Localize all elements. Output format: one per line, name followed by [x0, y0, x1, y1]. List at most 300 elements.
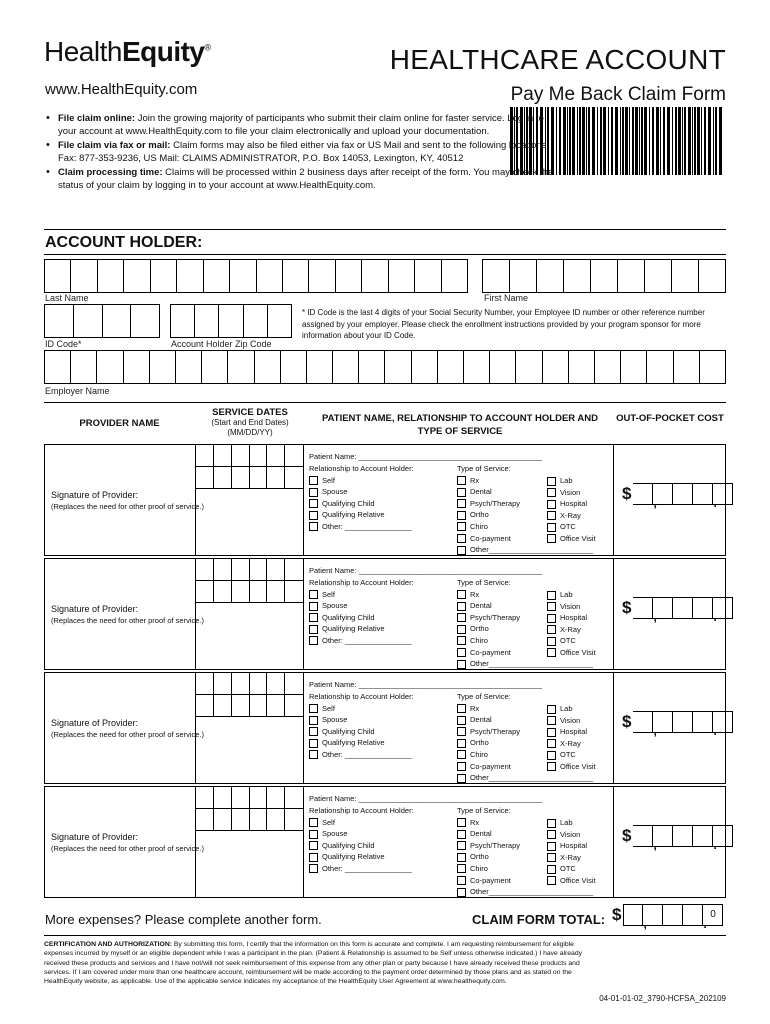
checkbox[interactable] [309, 488, 318, 497]
cost-digit-box[interactable] [693, 825, 713, 847]
service-dates-field[interactable] [196, 673, 304, 717]
char-box[interactable] [45, 260, 71, 292]
date-digit-box[interactable] [214, 787, 232, 809]
relationship-option[interactable] [309, 600, 414, 612]
checkbox[interactable] [457, 704, 466, 713]
relationship-option-label: Qualifying Child [322, 612, 375, 622]
date-digit-box[interactable] [214, 559, 232, 581]
service-option[interactable] [547, 601, 596, 613]
service-option[interactable] [547, 475, 596, 487]
zip-code-label: Account Holder Zip Code [171, 339, 272, 349]
date-digit-box[interactable] [214, 445, 232, 467]
char-box[interactable] [595, 351, 621, 383]
cost-field[interactable]: $ , . [622, 711, 733, 733]
checkbox[interactable] [457, 602, 466, 611]
char-box[interactable] [385, 351, 411, 383]
char-box[interactable] [564, 260, 591, 292]
checkbox[interactable] [309, 499, 318, 508]
checkbox[interactable] [547, 865, 556, 874]
checkbox[interactable] [309, 636, 318, 645]
date-digit-box[interactable] [214, 467, 232, 489]
service-option-label: X-Ray [560, 852, 581, 862]
cost-digit-box[interactable] [673, 597, 693, 619]
checkbox[interactable] [547, 739, 556, 748]
relationship-option[interactable] [309, 589, 414, 601]
checkbox[interactable] [309, 704, 318, 713]
relationship-option[interactable] [309, 623, 414, 635]
checkbox[interactable] [309, 739, 318, 748]
char-box[interactable] [255, 351, 281, 383]
total-digit-box[interactable] [683, 904, 703, 926]
service-option[interactable] [547, 726, 596, 738]
date-digit-box[interactable] [285, 673, 303, 695]
relationship-option-label: Spouse [322, 715, 348, 725]
date-digit-box[interactable] [232, 581, 250, 603]
total-cents-box[interactable]: 0 [703, 904, 723, 926]
checkbox[interactable] [457, 636, 466, 645]
checkbox[interactable] [309, 625, 318, 634]
checkbox[interactable] [309, 613, 318, 622]
service-option[interactable] [547, 715, 596, 727]
char-box[interactable] [45, 351, 71, 383]
patient-name-line[interactable]: Patient Name: ____________________________________________ [309, 452, 543, 461]
char-box[interactable] [268, 305, 291, 337]
date-digit-box[interactable] [196, 559, 214, 581]
date-digit-box[interactable] [285, 809, 303, 831]
relationship-label: Relationship to Account Holder: [309, 692, 414, 701]
char-box[interactable] [230, 260, 256, 292]
date-digit-box[interactable] [232, 467, 250, 489]
checkbox[interactable] [309, 864, 318, 873]
relationship-option[interactable] [309, 737, 414, 749]
checkbox[interactable] [457, 534, 466, 543]
checkbox[interactable] [309, 841, 318, 850]
date-digit-box[interactable] [232, 787, 250, 809]
date-digit-box[interactable] [285, 695, 303, 717]
checkbox[interactable] [457, 590, 466, 599]
char-box[interactable] [415, 260, 441, 292]
date-digit-box[interactable] [250, 467, 268, 489]
service-option[interactable] [547, 829, 596, 841]
service-option[interactable] [547, 738, 596, 750]
relationship-option[interactable] [309, 840, 414, 852]
checkbox[interactable] [309, 830, 318, 839]
date-digit-box[interactable] [250, 445, 268, 467]
service-option-label: Vision [560, 715, 581, 725]
date-digit-box[interactable] [285, 787, 303, 809]
checkbox[interactable] [457, 546, 466, 555]
checkbox[interactable] [547, 511, 556, 520]
char-box[interactable] [464, 351, 490, 383]
date-digit-box[interactable] [232, 445, 250, 467]
checkbox[interactable] [547, 762, 556, 771]
date-digit-box[interactable] [250, 673, 268, 695]
date-digit-box[interactable] [267, 787, 285, 809]
service-type-group-2 [547, 589, 596, 659]
id-code-label: ID Code* [45, 339, 82, 349]
char-box[interactable] [359, 351, 385, 383]
provider-signature[interactable] [51, 832, 204, 853]
cost-digit-box[interactable] [633, 597, 653, 619]
char-box[interactable] [537, 260, 564, 292]
date-digit-box[interactable] [214, 581, 232, 603]
service-option-label: Co-payment [470, 533, 511, 543]
char-box[interactable] [244, 305, 268, 337]
checkbox[interactable] [457, 488, 466, 497]
char-box[interactable] [150, 351, 176, 383]
checkbox[interactable] [457, 716, 466, 725]
service-option[interactable] [547, 521, 596, 533]
service-option[interactable] [547, 875, 596, 887]
checkbox[interactable] [547, 728, 556, 737]
certification-body: By submitting this form, I certify that the information on this form is accurate and complete. I am requesting reimbursement for eligible expenses incurred by myself or an eligible dependent while I was a participant in the plan. (Patient & Relationship is assumed to be Self unless otherwise indicated.) I have already received these products and services and I have not/will not seek reimbursement of this expense from any other plan or party because I have already received these products and services. If I am covered under more than one healthcare account, reimbursement will be made according to the payment order determined by those plans and as stated on the HealthEquity website, as applicable. Use of the applicable service indicates my acceptance of the HealthEquity User Agreement at www.healthequity.com. [44, 941, 583, 986]
checkbox[interactable] [547, 534, 556, 543]
checkbox[interactable] [457, 853, 466, 862]
service-dates-field[interactable] [196, 445, 304, 489]
service-option[interactable] [547, 647, 596, 659]
char-box[interactable] [74, 305, 103, 337]
checkbox[interactable] [547, 477, 556, 486]
service-option[interactable] [547, 624, 596, 636]
date-digit-box[interactable] [196, 787, 214, 809]
service-option[interactable] [457, 886, 593, 898]
char-box[interactable] [177, 260, 203, 292]
char-box[interactable] [309, 260, 335, 292]
cost-digit-box[interactable] [693, 483, 713, 505]
service-option[interactable] [547, 840, 596, 852]
checkbox[interactable] [547, 614, 556, 623]
date-digit-box[interactable] [267, 445, 285, 467]
char-box[interactable] [176, 351, 202, 383]
checkbox[interactable] [309, 818, 318, 827]
patient-name-line[interactable]: Patient Name: ____________________________________________ [309, 794, 543, 803]
total-digit-box[interactable] [623, 904, 643, 926]
divider [44, 229, 726, 230]
relationship-option[interactable] [309, 635, 414, 647]
checkbox[interactable] [457, 888, 466, 897]
relationship-option[interactable] [309, 817, 414, 829]
service-option[interactable] [547, 852, 596, 864]
char-box[interactable] [699, 260, 725, 292]
char-box[interactable] [674, 351, 700, 383]
char-box[interactable] [195, 305, 219, 337]
date-digit-box[interactable] [267, 467, 285, 489]
relationship-group [309, 463, 414, 533]
date-digit-box[interactable] [285, 581, 303, 603]
relationship-group [309, 805, 414, 875]
date-digit-box[interactable] [196, 673, 214, 695]
char-box[interactable] [45, 305, 74, 337]
char-box[interactable] [700, 351, 725, 383]
relationship-option-label: Qualifying Relative [322, 510, 385, 520]
website-url[interactable]: www.HealthEquity.com [45, 81, 198, 98]
service-option[interactable] [457, 772, 593, 784]
service-dates-field[interactable] [196, 787, 304, 831]
checkbox[interactable] [547, 853, 556, 862]
relationship-option[interactable] [309, 612, 414, 624]
char-box[interactable] [483, 260, 510, 292]
date-digit-box[interactable] [214, 695, 232, 717]
relationship-option[interactable] [309, 521, 414, 533]
checkbox[interactable] [457, 876, 466, 885]
checkbox[interactable] [547, 602, 556, 611]
service-option-label: OTC [560, 864, 576, 874]
checkbox[interactable] [457, 648, 466, 657]
dollar-sign: $ [622, 826, 632, 845]
checkbox[interactable] [457, 660, 466, 669]
checkbox[interactable] [457, 739, 466, 748]
char-box[interactable] [516, 351, 542, 383]
char-box[interactable] [412, 351, 438, 383]
cost-field[interactable]: $ , . [622, 483, 733, 505]
date-digit-box[interactable] [232, 559, 250, 581]
char-box[interactable] [124, 351, 150, 383]
date-digit-box[interactable] [250, 809, 268, 831]
char-box[interactable] [131, 305, 159, 337]
checkbox[interactable] [309, 476, 318, 485]
service-option-label: Rx [470, 475, 480, 485]
first-name-label: First Name [484, 293, 529, 303]
char-box[interactable] [591, 260, 618, 292]
service-option[interactable] [547, 635, 596, 647]
char-box[interactable] [333, 351, 359, 383]
char-box[interactable] [389, 260, 415, 292]
relationship-option-label: Self [322, 475, 335, 485]
checkbox[interactable] [457, 750, 466, 759]
date-digit-box[interactable] [196, 581, 214, 603]
provider-signature[interactable] [51, 490, 204, 511]
date-digit-box[interactable] [232, 809, 250, 831]
date-digit-box[interactable] [196, 467, 214, 489]
service-option[interactable] [457, 544, 593, 556]
char-box[interactable] [204, 260, 230, 292]
checkbox[interactable] [457, 522, 466, 531]
checkbox[interactable] [547, 716, 556, 725]
char-box[interactable] [362, 260, 388, 292]
employer-name-field[interactable] [44, 350, 726, 384]
date-digit-box[interactable] [267, 559, 285, 581]
cost-field[interactable]: $ , . [622, 825, 733, 847]
checkbox[interactable] [309, 522, 318, 531]
service-option[interactable] [547, 761, 596, 773]
date-digit-box[interactable] [267, 809, 285, 831]
relationship-group [309, 577, 414, 647]
date-digit-box[interactable] [267, 581, 285, 603]
cost-digit-box[interactable] [633, 711, 653, 733]
char-box[interactable] [98, 260, 124, 292]
date-digit-box[interactable] [285, 467, 303, 489]
service-option[interactable] [547, 612, 596, 624]
date-digit-box[interactable] [196, 445, 214, 467]
zip-code-field[interactable] [170, 304, 292, 338]
service-option[interactable] [457, 658, 593, 670]
relationship-option[interactable] [309, 749, 414, 761]
char-box[interactable] [621, 351, 647, 383]
service-option[interactable] [547, 749, 596, 761]
char-box[interactable] [283, 260, 309, 292]
char-box[interactable] [281, 351, 307, 383]
char-box[interactable] [171, 305, 195, 337]
service-option[interactable] [547, 533, 596, 545]
date-digit-box[interactable] [267, 695, 285, 717]
service-option[interactable] [547, 589, 596, 601]
relationship-option[interactable] [309, 703, 414, 715]
service-option-label: Co-payment [470, 647, 511, 657]
cost-digit-box[interactable] [693, 597, 713, 619]
checkbox[interactable] [457, 727, 466, 736]
date-digit-box[interactable] [285, 559, 303, 581]
relationship-option-label: Other: ________________ [322, 749, 412, 759]
checkbox[interactable] [457, 841, 466, 850]
char-box[interactable] [647, 351, 673, 383]
checkbox[interactable] [547, 591, 556, 600]
char-box[interactable] [71, 351, 97, 383]
cost-digit-box[interactable] [633, 483, 653, 505]
cost-digit-box[interactable] [673, 711, 693, 733]
date-digit-box[interactable] [232, 673, 250, 695]
date-digit-box[interactable] [250, 787, 268, 809]
service-option-label: Lab [560, 590, 573, 599]
checkbox[interactable] [547, 488, 556, 497]
checkbox[interactable] [457, 830, 466, 839]
date-digit-box[interactable] [232, 695, 250, 717]
char-box[interactable] [71, 260, 97, 292]
service-dates-field[interactable] [196, 559, 304, 603]
cost-digit-box[interactable] [693, 711, 713, 733]
relationship-option[interactable] [309, 828, 414, 840]
relationship-option[interactable] [309, 475, 414, 487]
date-digit-box[interactable] [214, 673, 232, 695]
char-box[interactable] [569, 351, 595, 383]
checkbox[interactable] [547, 705, 556, 714]
relationship-label: Relationship to Account Holder: [309, 806, 414, 815]
claim-row [44, 558, 726, 670]
char-box[interactable] [307, 351, 333, 383]
cost-digit-box[interactable] [673, 483, 693, 505]
service-option[interactable] [547, 863, 596, 875]
service-option[interactable] [547, 487, 596, 499]
service-option-label: Vision [560, 601, 581, 611]
last-name-field[interactable] [44, 259, 468, 293]
checkbox[interactable] [457, 762, 466, 771]
char-box[interactable] [336, 260, 362, 292]
date-digit-box[interactable] [250, 559, 268, 581]
date-digit-box[interactable] [285, 445, 303, 467]
relationship-option[interactable] [309, 851, 414, 863]
checkbox[interactable] [309, 727, 318, 736]
char-box[interactable] [103, 305, 132, 337]
claim-form-total-field[interactable]: $ , . 0 [612, 904, 723, 926]
date-digit-box[interactable] [250, 581, 268, 603]
checkbox[interactable] [309, 716, 318, 725]
date-digit-box[interactable] [196, 695, 214, 717]
date-digit-box[interactable] [250, 695, 268, 717]
char-box[interactable] [618, 260, 645, 292]
cost-digit-box[interactable] [633, 825, 653, 847]
checkbox[interactable] [457, 818, 466, 827]
char-box[interactable] [645, 260, 672, 292]
patient-name-line[interactable]: Patient Name: ____________________________________________ [309, 566, 543, 575]
cost-field[interactable]: $ , . [622, 597, 733, 619]
char-box[interactable] [219, 305, 243, 337]
service-option[interactable] [547, 817, 596, 829]
checkbox[interactable] [547, 637, 556, 646]
checkbox[interactable] [309, 602, 318, 611]
char-box[interactable] [202, 351, 228, 383]
checkbox[interactable] [457, 774, 466, 783]
checkbox[interactable] [547, 819, 556, 828]
relationship-option[interactable] [309, 486, 414, 498]
char-box[interactable] [257, 260, 283, 292]
service-option[interactable] [547, 703, 596, 715]
checkbox[interactable] [457, 476, 466, 485]
checkbox[interactable] [547, 842, 556, 851]
char-box[interactable] [490, 351, 516, 383]
char-box[interactable] [543, 351, 569, 383]
service-option[interactable] [547, 510, 596, 522]
char-box[interactable] [97, 351, 123, 383]
checkbox[interactable] [547, 830, 556, 839]
checkbox[interactable] [309, 853, 318, 862]
checkbox[interactable] [547, 751, 556, 760]
checkbox[interactable] [547, 625, 556, 634]
service-option-label: Dental [470, 715, 492, 725]
provider-signature[interactable] [51, 604, 204, 625]
first-name-field[interactable] [482, 259, 726, 293]
relationship-option[interactable] [309, 863, 414, 875]
checkbox[interactable] [457, 499, 466, 508]
id-code-note: * ID Code is the last 4 digits of your Social Security Number, your Employee ID number or other reference number assigned by your employer. Please check the enrollment instructions provided by your program sponsor for more information about your ID Code. [302, 308, 705, 340]
relationship-option[interactable] [309, 509, 414, 521]
checkbox[interactable] [547, 876, 556, 885]
patient-name-line[interactable]: Patient Name: ____________________________________________ [309, 680, 543, 689]
checkbox[interactable] [457, 613, 466, 622]
id-code-field[interactable] [44, 304, 160, 338]
char-box[interactable] [151, 260, 177, 292]
date-digit-box[interactable] [267, 673, 285, 695]
checkbox[interactable] [309, 511, 318, 520]
char-box[interactable] [510, 260, 537, 292]
checkbox[interactable] [309, 750, 318, 759]
total-digit-box[interactable] [663, 904, 683, 926]
checkbox[interactable] [457, 511, 466, 520]
cost-digit-box[interactable] [673, 825, 693, 847]
relationship-option[interactable] [309, 498, 414, 510]
checkbox[interactable] [547, 523, 556, 532]
provider-signature[interactable] [51, 718, 204, 739]
checkbox[interactable] [309, 590, 318, 599]
relationship-option-label: Other: ________________ [322, 863, 412, 873]
char-box[interactable] [672, 260, 699, 292]
date-digit-box[interactable] [214, 809, 232, 831]
header-service-dates-title: SERVICE DATES [212, 407, 288, 418]
relationship-option[interactable] [309, 726, 414, 738]
char-box[interactable] [228, 351, 254, 383]
char-box[interactable] [438, 351, 464, 383]
relationship-option[interactable] [309, 714, 414, 726]
char-box[interactable] [442, 260, 467, 292]
checkbox[interactable] [457, 864, 466, 873]
service-option[interactable] [547, 498, 596, 510]
header-provider-name: PROVIDER NAME [79, 418, 160, 429]
checkbox[interactable] [547, 648, 556, 657]
checkbox[interactable] [547, 500, 556, 509]
date-digit-box[interactable] [196, 809, 214, 831]
dollar-sign: $ [622, 712, 632, 731]
char-box[interactable] [124, 260, 150, 292]
checkbox[interactable] [457, 625, 466, 634]
service-option-label: Chiro [470, 863, 488, 873]
